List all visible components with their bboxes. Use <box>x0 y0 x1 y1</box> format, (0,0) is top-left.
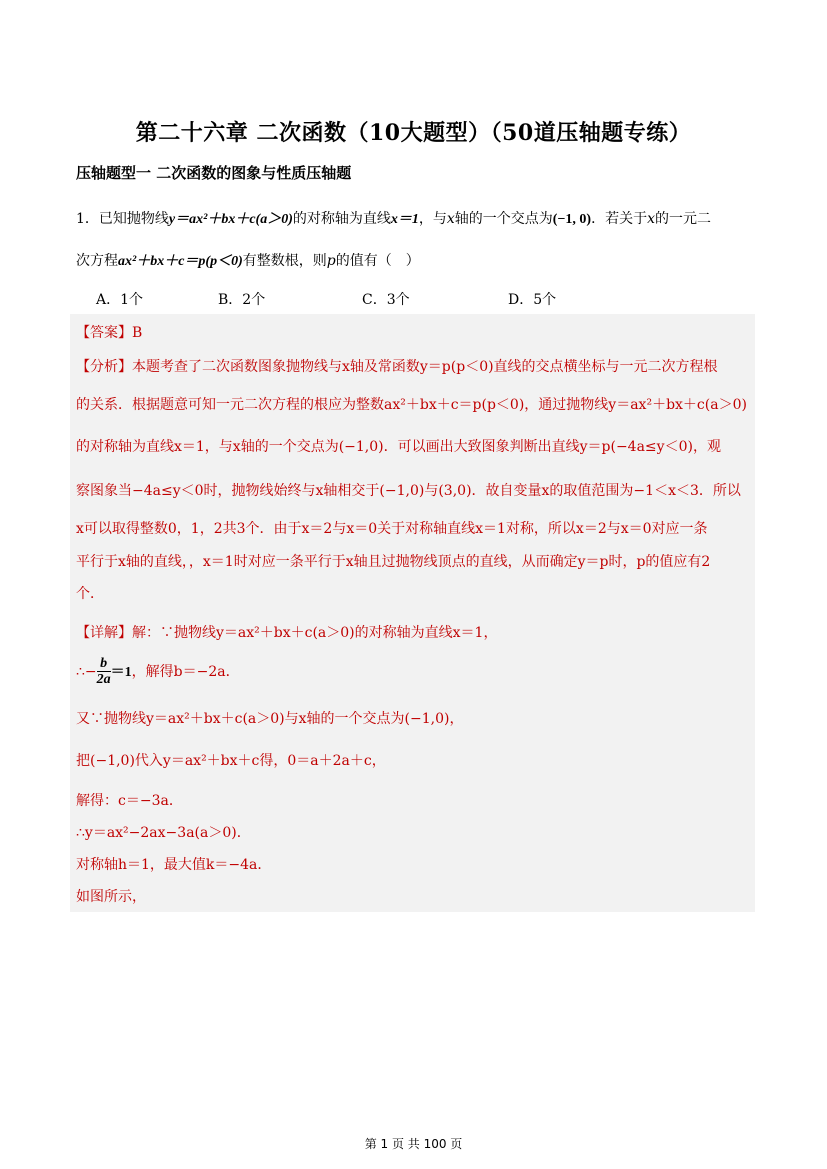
q-text: 的一元二 <box>655 211 711 227</box>
section-heading: 压轴题型一 二次函数的图象与性质压轴题 <box>76 164 352 182</box>
detail-line: 解得：c＝−3a． <box>76 793 183 809</box>
analysis-line: 个． <box>76 586 104 602</box>
question-line-1 <box>76 208 711 228</box>
q-text: 轴的一个交点为 <box>454 211 553 227</box>
q-text: 的对称轴为直线 <box>292 211 391 227</box>
q-text: 次方程 <box>76 253 118 269</box>
page-footer: 第 1 页 共 100 页 <box>364 1137 463 1151</box>
fraction-line <box>76 656 240 688</box>
q-text: 有整数根，则 <box>242 253 327 269</box>
analysis-line: 平行于x轴的直线，，x＝1时对应一条平行于x轴且过抛物线顶点的直线，从而确定y＝p时，p的值应有2 <box>76 554 711 570</box>
detail-line: ，解得b＝−2a． <box>131 663 240 680</box>
q-math: y＝ax²＋bx＋c(a＞0) <box>168 212 293 227</box>
analysis-line: 的对称轴为直线x＝1，与x轴的一个交点为(−1,0)．可以画出大致图象判断出直线y＝p(−4a≤y＜0)，观 <box>76 439 721 455</box>
question-line-2 <box>76 250 420 270</box>
q-math: x＝1 <box>390 212 419 227</box>
fraction-suffix: ＝1 <box>110 664 132 680</box>
fraction <box>97 656 111 688</box>
analysis-line: 察图象当−4a≤y＜0时，抛物线始终与x轴相交于(−1,0)与(3,0)．故自变量x的取值范围为−1＜x＜3．所以 <box>76 483 741 499</box>
option-c: C．3个 <box>362 292 410 308</box>
q-text: ．若关于 <box>591 211 648 227</box>
detail-line: 如图所示， <box>76 889 146 905</box>
fraction-prefix: ∴− <box>76 663 97 680</box>
detail-line: ∴y＝ax²−2ax−3a(a＞0)． <box>76 825 251 841</box>
q-math: ax²＋bx＋c＝p(p＜0) <box>118 254 243 269</box>
option-d: D．5个 <box>508 292 557 308</box>
question-number: 1． <box>76 211 99 227</box>
option-b: B．2个 <box>218 292 266 308</box>
detail-line: 把(−1,0)代入y＝ax²＋bx＋c得，0＝a＋2a＋c， <box>76 753 386 769</box>
analysis-line: 的关系．根据题意可知一元二次方程的根应为整数ax²＋bx＋c＝p(p＜0)，通过抛物线y＝ax²＋bx＋c(a＞0) <box>76 397 747 413</box>
q-math: (−1, 0) <box>552 212 592 227</box>
q-text: ，与 <box>418 211 447 227</box>
page-title: 第二十六章 二次函数（10大题型）（50道压轴题专练） <box>135 120 692 146</box>
q-text: 已知抛物线 <box>98 211 169 227</box>
q-math: x <box>647 211 655 227</box>
option-a: A．1个 <box>96 292 144 308</box>
detail-line: 又∵抛物线y＝ax²＋bx＋c(a＞0)与x轴的一个交点为(−1,0)， <box>76 711 464 727</box>
fraction-denominator: 2a <box>96 672 111 688</box>
fraction-numerator: b <box>97 656 111 672</box>
answer-label: 【答案】B <box>76 325 143 341</box>
q-math: x <box>446 211 455 227</box>
detail-line: 对称轴h＝1，最大值k＝−4a． <box>76 857 272 873</box>
q-text: 的值有（ ） <box>335 253 420 269</box>
analysis-line: x可以取得整数0，1，2共3个．由于x＝2与x＝0关于对称轴直线x＝1对称，所以x＝2与x＝0对应一条 <box>76 521 708 537</box>
detail-line: 【详解】解：∵抛物线y＝ax²＋bx＋c(a＞0)的对称轴为直线x＝1， <box>76 625 498 641</box>
analysis-line: 【分析】本题考查了二次函数图象抛物线与x轴及常函数y＝p(p＜0)直线的交点横坐标与一元二次方程根 <box>76 359 718 375</box>
q-math: p <box>326 253 336 269</box>
